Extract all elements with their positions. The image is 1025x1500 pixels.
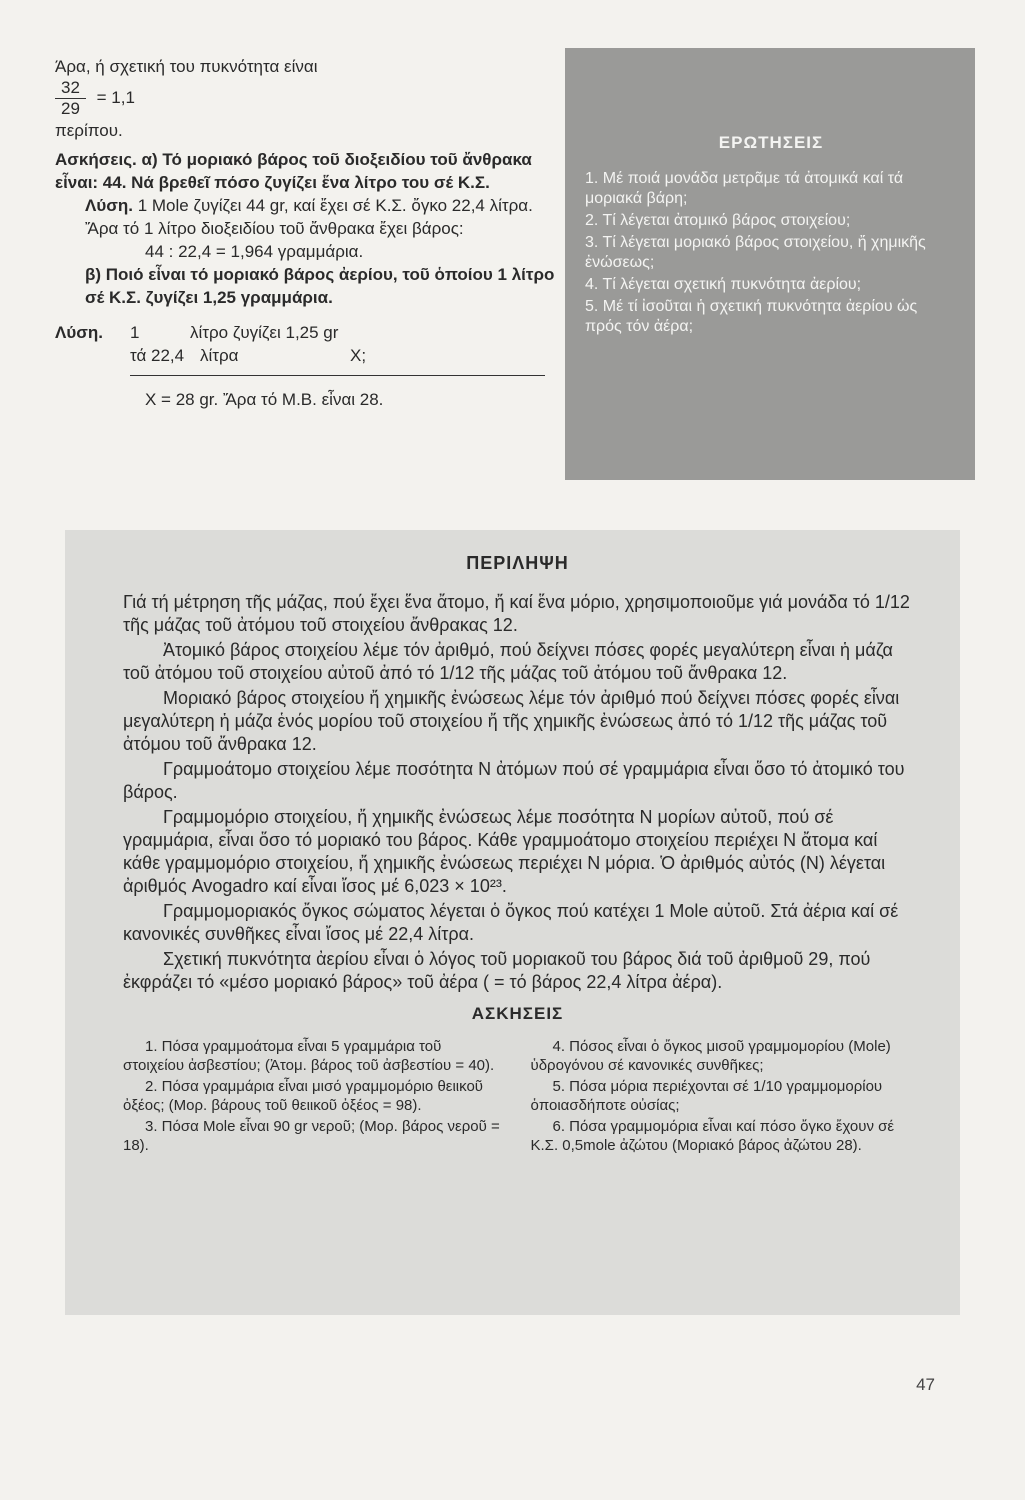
question-item: 4. Τί λέγεται σχετική πυκνότητα ἀερίου; — [585, 276, 862, 293]
solution-b-r2c1: τά 22,4 — [130, 346, 185, 365]
question-item: 2. Τί λέγεται ἀτομικό βάρος στοιχείου; — [585, 212, 851, 229]
solution-b-row-1 — [55, 321, 555, 344]
density-intro: Άρα, ή σχετική του πυκνότητα είναι — [55, 57, 318, 76]
exercise-item: 4. Πόσος εἶναι ὁ ὄγκος μισοῦ γραμμομορίου (Mole) ὑδρογόνου σέ κανονικές συνθῆκες; — [530, 1038, 891, 1074]
solution-a-calc: 44 : 22,4 = 1,964 γραμμάρια. — [145, 242, 364, 261]
summary-paragraph: Γραμμομοριακός ὄγκος σώματος λέγεται ὁ ὄγκος πού κατέχει 1 Mole αὐτοῦ. Στά ἀέρια καί σέ κανονικές συνθῆκες εἶναι ἴσος μέ 22,4 λίτρα. — [123, 901, 899, 944]
spacer — [55, 344, 130, 367]
approx-word: περίπου. — [55, 121, 123, 140]
solution-a-text: 1 Mole ζυγίζει 44 gr, καί ἔχει σέ Κ.Σ. ὄγκο 22,4 λίτρα. Ἄρα τό 1 λίτρο διοξειδίου τοῦ ἄνθρακα ἔχει βάρος: — [85, 196, 533, 238]
fraction-result: = 1,1 — [96, 87, 135, 107]
solution-b-r1c2: λίτρο ζυγίζει 1,25 gr — [190, 323, 339, 342]
divider-line — [130, 375, 545, 376]
fraction-numerator: 32 — [55, 78, 86, 99]
summary-paragraph: Γραμμομόριο στοιχείου, ἤ χημικῆς ἐνώσεως λέμε ποσότητα Ν μορίων αὐτοῦ, πού σέ γραμμάρια, εἶναι ὅσο τό μοριακό του βάρος. Κάθε γραμμοάτομο στοιχείου περιέχει Ν ἄτομα καί κάθε γραμμομόριο στοιχείου, ἤ χημικῆς ἐνώσεως περιέχει Ν μόρια. Ὁ ἀριθμός αὐτός (Ν) λέγεται ἀριθμός Avogadro καί εἶναι ἴσος μέ 6,023 × 10²³. — [123, 807, 886, 896]
solution-label: Λύση. — [85, 196, 133, 215]
solution-b-result: Χ = 28 gr. Ἄρα τό Μ.Β. εἶναι 28. — [145, 390, 384, 409]
solution-b-r2c2: λίτρα — [200, 346, 239, 365]
summary-paragraph: Σχετική πυκνότητα ἀερίου εἶναι ὁ λόγος τοῦ μοριακοῦ του βάρος διά τοῦ ἀριθμοῦ 29, πού ἐκφράζει τό «μέσο μοριακό βάρος» τοῦ ἀέρα ( = τό βάρος 22,4 λίτρα ἀέρα). — [123, 949, 871, 992]
solution-b-row-2 — [55, 344, 555, 367]
exercise-b-text: β) Ποιό εἶναι τό μοριακό βάρος ἀερίου, τοῦ ὁποίου 1 λίτρο σέ Κ.Σ. ζυγίζει 1,25 γραμμάρια. — [85, 265, 555, 307]
exercises-left-column — [123, 1037, 505, 1157]
summary-title: ΠΕΡΙΛΗΨΗ — [466, 553, 569, 573]
question-item: 5. Μέ τί ἰσοῦται ἡ σχετική πυκνότητα ἀερίου ὡς πρός τόν ἀέρα; — [585, 298, 918, 335]
summary-paragraph: Μοριακό βάρος στοιχείου ἤ χημικῆς ἐνώσεως λέμε τόν ἀριθμό πού δείχνει πόσες φορές εἶναι μεγαλύτερη ἡ μάζα ἑνός μορίου τοῦ στοιχείου ἤ τῆς χημικῆς ἐνώσεως ἀπό τό 1/12 τῆς μάζας τοῦ ἀτόμου τοῦ ἄνθρακα 12. — [123, 688, 900, 754]
question-item: 3. Τί λέγεται μοριακό βάρος στοιχείου, ἤ χημικῆς ἐνώσεως; — [585, 234, 926, 271]
exercise-a-text: α) Τό μοριακό βάρος τοῦ διοξειδίου τοῦ ἄνθρακα εἶναι: 44. Νά βρεθεῖ πόσο ζυγίζει ἕνα λίτρο του σέ Κ.Σ. — [55, 150, 532, 192]
exercise-item: 1. Πόσα γραμμοάτομα εἶναι 5 γραμμάρια τοῦ στοιχείου ἀσβεστίου; (Ἀτομ. βάρος τοῦ ἀσβεστίου = 40). — [123, 1038, 495, 1074]
exercise-item: 3. Πόσα Mole εἶναι 90 gr νεροῦ; (Μορ. βάρος νεροῦ = 18). — [123, 1118, 500, 1154]
questions-title: ΕΡΩΤΗΣΕΙΣ — [718, 133, 824, 152]
question-item: 1. Μέ ποιά μονάδα μετρᾶμε τά ἀτομικά καί τά μοριακά βάρη; — [585, 170, 904, 207]
page-number: 47 — [916, 1375, 935, 1394]
fraction — [55, 78, 86, 119]
summary-paragraph: Γιά τή μέτρηση τῆς μάζας, πού ἔχει ἕνα ἄτομο, ἤ καί ἕνα μόριο, χρησιμοποιοῦμε γιά μονάδα τό 1/12 τῆς μάζας τοῦ ἀτόμου τοῦ στοιχείου ἄνθρακας 12. — [123, 592, 910, 635]
exercise-item: 5. Πόσα μόρια περιέχονται σέ 1/10 γραμμομορίου ὁποιασδήποτε οὐσίας; — [530, 1078, 883, 1114]
solution-b-r2c3: Χ; — [350, 346, 367, 365]
solution-b-label: Λύση. — [55, 323, 103, 342]
exercises-label: Ασκήσεις. — [55, 150, 137, 169]
worked-examples — [55, 55, 555, 411]
questions-box — [565, 48, 975, 480]
solution-a — [55, 194, 555, 240]
exercises-right-column — [531, 1037, 913, 1157]
exercise-item: 6. Πόσα γραμμομόρια εἶναι καί πόσο ὄγκο ἔχουν σέ Κ.Σ. 0,5mole ἀζώτου (Μοριακό βάρος ἀζώτου 28). — [530, 1118, 895, 1154]
exercises-title: ΑΣΚΗΣΕΙΣ — [471, 1004, 564, 1023]
summary-box — [65, 530, 960, 1315]
fraction-denominator: 29 — [61, 99, 80, 118]
summary-paragraph: Ἀτομικό βάρος στοιχείου λέμε τόν ἀριθμό, πού δείχνει πόσες φορές μεγαλύτερη εἶναι ἡ μάζα τοῦ ἀτόμου τοῦ στοιχείου αὐτοῦ ἀπό τό 1/12 τῆς μάζας τοῦ ἀτόμου τοῦ ἄνθρακα 12. — [123, 640, 893, 683]
solution-b-r1c1: 1 — [130, 323, 140, 342]
exercises-grid — [123, 1037, 912, 1157]
questions-list — [585, 169, 957, 337]
density-fraction-line — [55, 78, 555, 119]
exercise-item: 2. Πόσα γραμμάρια εἶναι μισό γραμμομόριο θειικοῦ ὀξέος; (Μορ. βάρους τοῦ θειικοῦ ὀξέος = 98). — [123, 1078, 483, 1114]
summary-paragraph: Γραμμοάτομο στοιχείου λέμε ποσότητα Ν ἀτόμων πού σέ γραμμάρια εἶναι ὅσο τό ἀτομικό του βάρος. — [123, 759, 905, 802]
exercise-a — [55, 148, 555, 194]
